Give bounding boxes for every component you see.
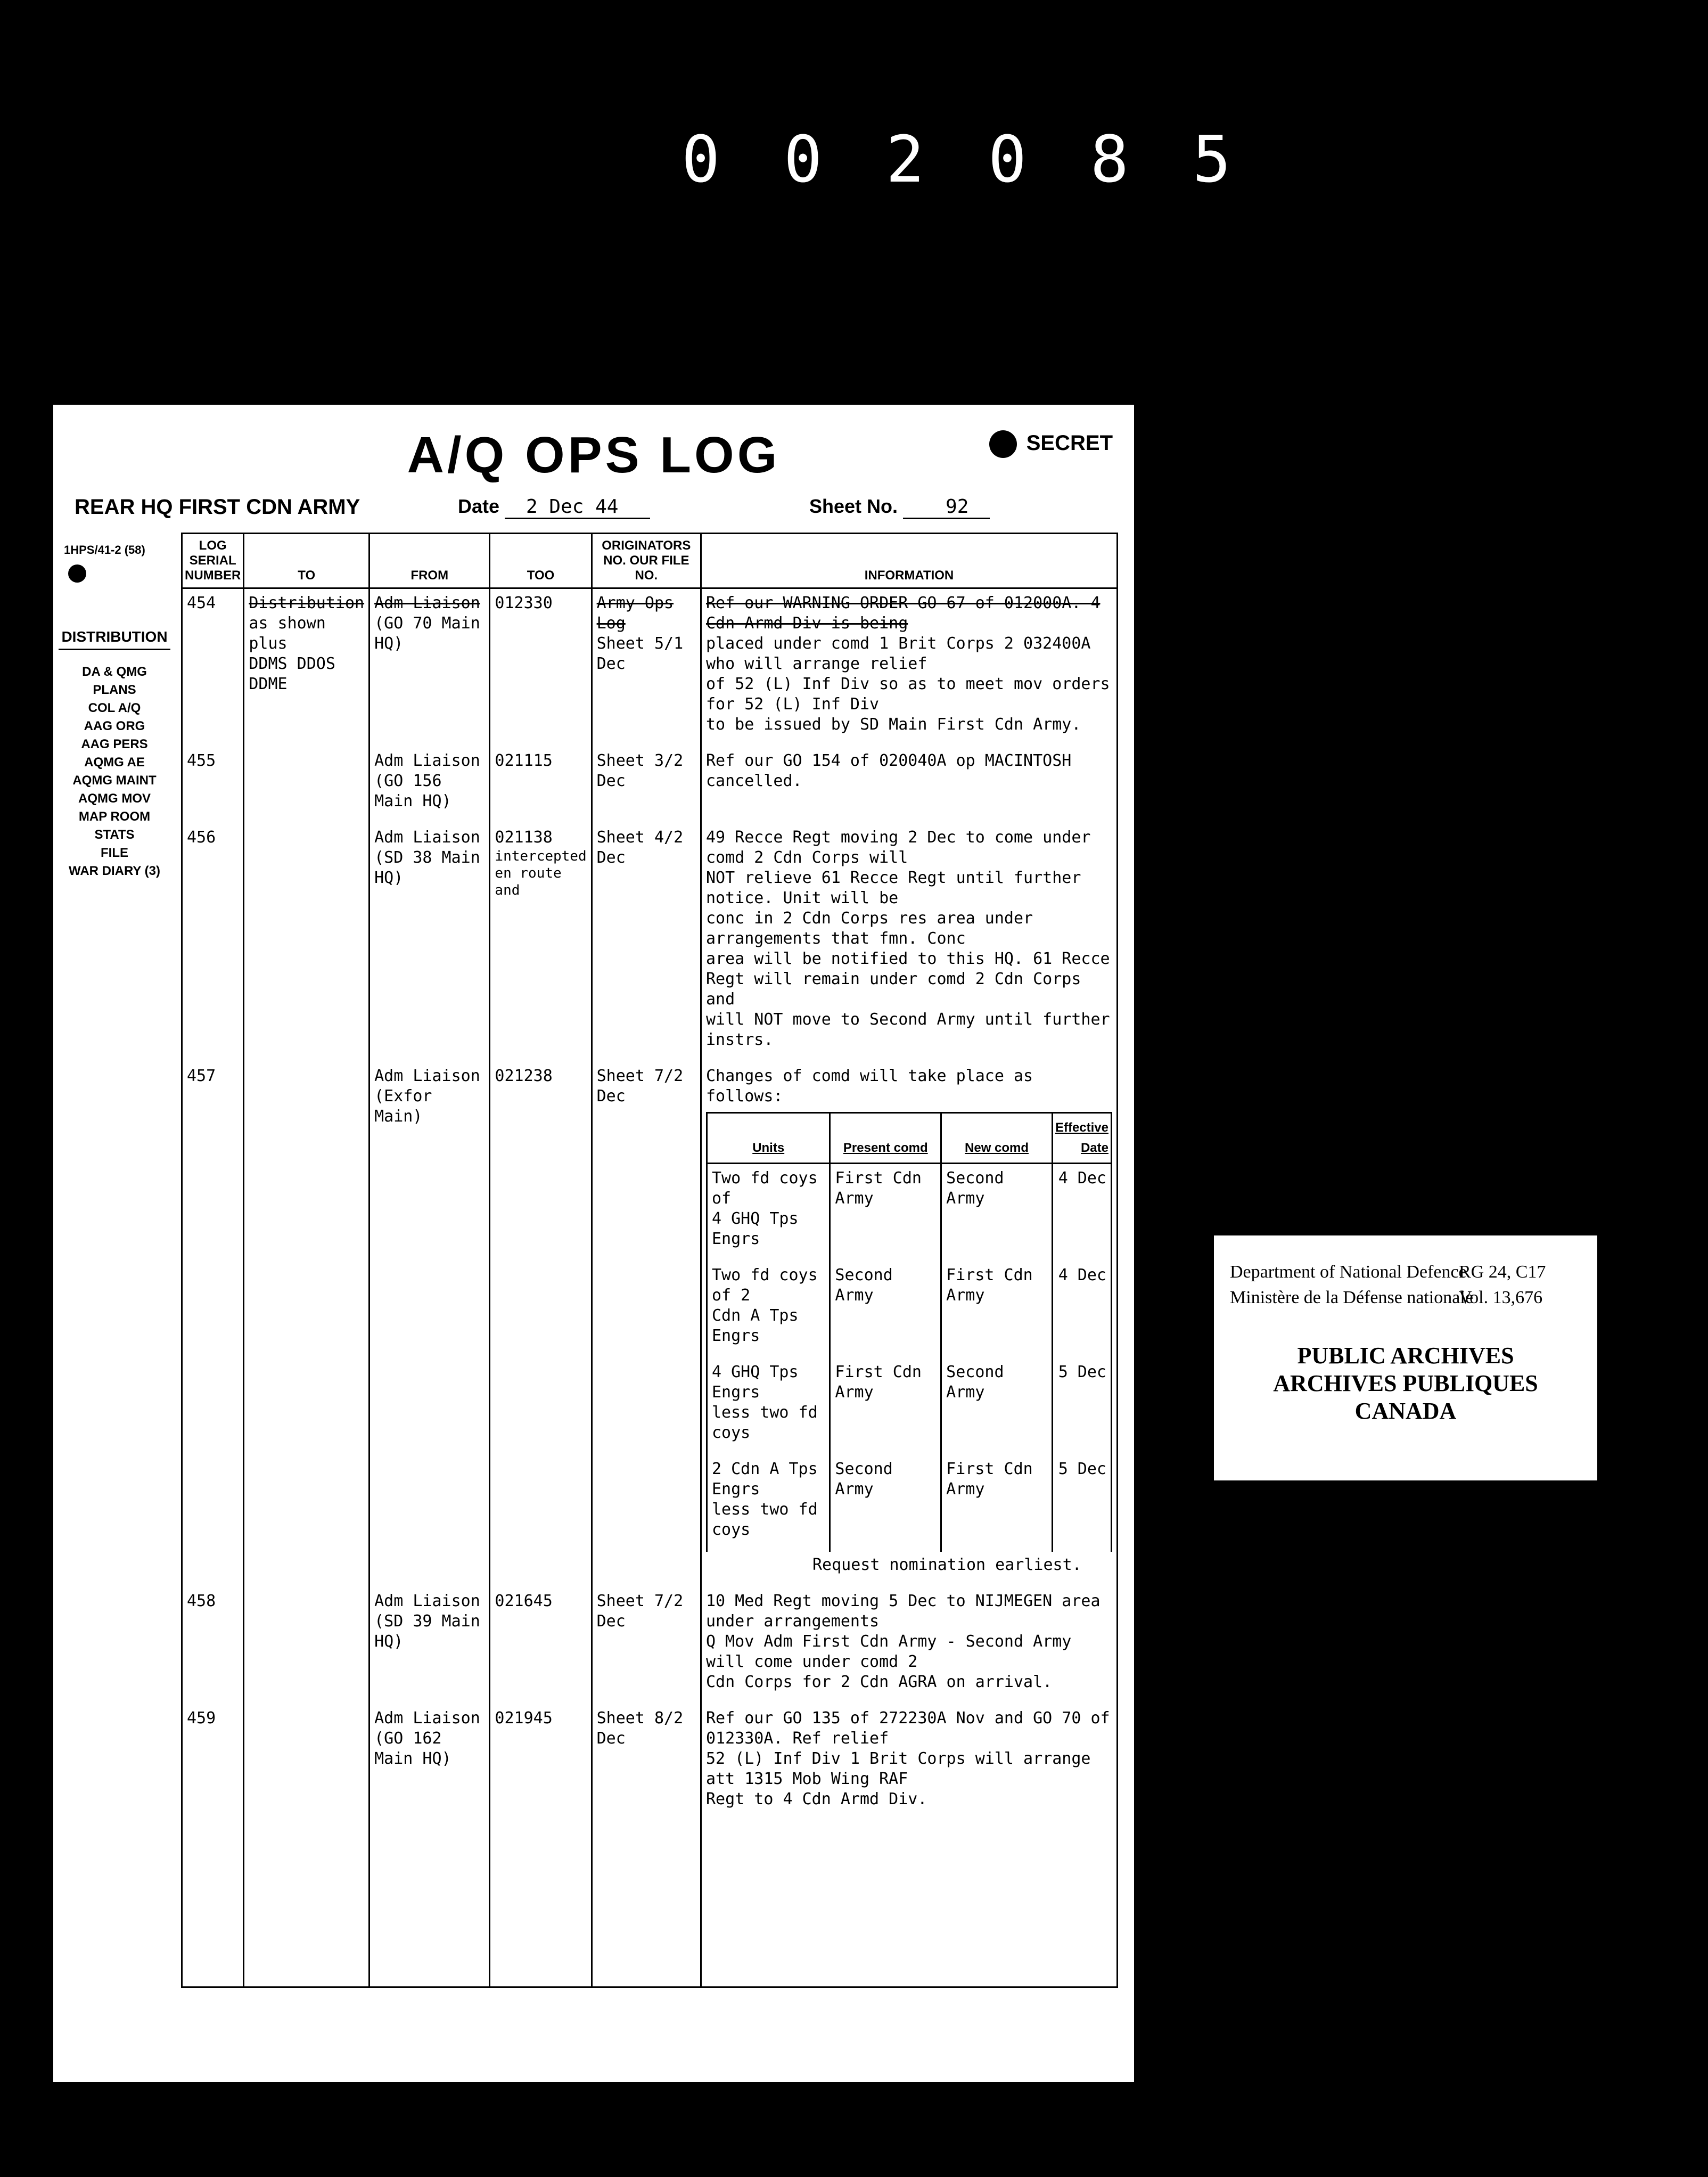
originator-cell: Sheet 4/2 Dec	[592, 823, 701, 1062]
information-line: to be issued by SD Main First Cdn Army.	[706, 715, 1081, 734]
from-cell	[369, 1587, 490, 1704]
to-cell	[244, 1587, 369, 1704]
from-line: Adm Liaison	[374, 828, 480, 847]
archive-stamp-card	[1214, 1235, 1597, 1480]
from-cell	[369, 1704, 490, 1987]
too-cell	[490, 823, 592, 1062]
from-line: Adm Liaison	[374, 751, 480, 770]
unit-cell	[707, 1261, 830, 1358]
information-line: 52 (L) Inf Div 1 Brit Corps will arrange att 1315 Mob Wing RAF	[706, 1749, 1091, 1788]
information-line: 10 Med Regt moving 5 Dec to NIJMEGEN area under arrangements	[706, 1592, 1101, 1631]
from-line: Adm Liaison	[374, 594, 480, 612]
unit-line: Two fd coys of 2	[712, 1266, 818, 1305]
record-group: RG 24, C17	[1459, 1262, 1546, 1282]
information-line: conc in 2 Cdn Corps res area under arrangements that fmn. Conc	[706, 909, 1033, 948]
to-cell	[244, 1062, 369, 1587]
new-comd-cell: Second Army	[941, 1164, 1053, 1262]
archive-digit: 5	[1192, 122, 1235, 197]
distribution-item: DA & QMG	[82, 665, 147, 679]
from-line: (SD 39 Main HQ)	[374, 1612, 480, 1651]
serial-cell: 459	[182, 1704, 244, 1987]
distribution-item: STATS	[94, 828, 135, 842]
originator-cell: Sheet 7/2 Dec	[592, 1062, 701, 1587]
to-line: Distribution	[249, 594, 365, 612]
information-cell	[701, 1062, 1118, 1587]
information-cell	[701, 823, 1118, 1062]
date-value: 2 Dec 44	[505, 496, 650, 519]
too-cell: 021238	[490, 1062, 592, 1587]
archive-digit: 0	[783, 122, 827, 197]
archive-digit: 8	[1090, 122, 1133, 197]
to-line: as shown plus	[249, 614, 326, 653]
col-effective-date	[1052, 1113, 1111, 1164]
command-changes-table	[706, 1112, 1112, 1552]
originator-line: Army Ops Log	[596, 594, 674, 633]
table-header-row	[182, 534, 1118, 588]
table-row	[182, 747, 1118, 823]
too-cell: 012330	[490, 588, 592, 747]
distribution-item: AQMG MAINT	[72, 773, 157, 788]
unit-name: REAR HQ FIRST CDN ARMY	[75, 495, 360, 519]
information-line: area will be notified to this HQ. 61 Recce Regt will remain under comd 2 Cdn Corps and	[706, 950, 1110, 1009]
information-line: Request nomination earliest.	[812, 1556, 1082, 1574]
from-cell	[369, 823, 490, 1062]
new-comd-cell: First Cdn Army	[941, 1261, 1053, 1358]
originator-cell	[592, 588, 701, 747]
information-line: Changes of comd will take place as follows:	[706, 1067, 1033, 1106]
unit-line: 4 GHQ Tps Engrs	[712, 1209, 799, 1248]
distribution-item: PLANS	[93, 683, 136, 697]
archive-digit: 2	[885, 122, 929, 197]
unit-line: 4 GHQ Tps Engrs	[712, 1363, 799, 1402]
information-line: will NOT move to Second Army until further instrs.	[706, 1010, 1110, 1049]
from-cell	[369, 588, 490, 747]
to-cell	[244, 747, 369, 823]
distribution-item: AQMG AE	[84, 755, 145, 770]
from-line: (SD 38 Main HQ)	[374, 848, 480, 887]
dept-french: Ministère de la Défense nationale	[1230, 1288, 1473, 1307]
punch-hole-icon	[68, 564, 86, 583]
archive-digit: 0	[681, 122, 725, 197]
distribution-title: DISTRIBUTION	[59, 628, 170, 650]
archive-digit: 0	[988, 122, 1031, 197]
new-comd-cell: First Cdn Army	[941, 1455, 1053, 1552]
serial-cell: 454	[182, 588, 244, 747]
punch-hole-icon	[989, 430, 1017, 458]
ops-log-table	[181, 533, 1118, 1988]
unit-line: Cdn A Tps Engrs	[712, 1306, 799, 1345]
effective-date-cell: 5 Dec	[1052, 1455, 1111, 1552]
to-cell	[244, 1704, 369, 1987]
distribution-item: FILE	[101, 846, 128, 860]
too-cell: 021645	[490, 1587, 592, 1704]
log-sheet	[53, 405, 1134, 2082]
public-archives-stamp	[1214, 1342, 1597, 1425]
classification-label: SECRET	[1026, 431, 1113, 455]
serial-cell: 455	[182, 747, 244, 823]
table-row	[182, 1704, 1118, 1987]
information-cell	[701, 588, 1118, 747]
too-cell: 021945	[490, 1704, 592, 1987]
information-line: placed under comd 1 Brit Corps 2 032400A who will arrange relief	[706, 634, 1091, 673]
dept-english: Department of National Defence	[1230, 1262, 1467, 1282]
form-code: 1HPS/41-2 (58)	[64, 543, 145, 556]
serial-cell: 458	[182, 1587, 244, 1704]
information-cell	[701, 1704, 1118, 1987]
too-cell: 021115	[490, 747, 592, 823]
table-row	[182, 1587, 1118, 1704]
stamp-line: ARCHIVES PUBLIQUES	[1273, 1370, 1538, 1396]
effective-date-cell: 4 Dec	[1052, 1261, 1111, 1358]
effective-date-cell: 4 Dec	[1052, 1164, 1111, 1262]
sheet-number-field	[809, 495, 990, 518]
command-row	[707, 1455, 1112, 1552]
command-row	[707, 1164, 1112, 1262]
command-row	[707, 1358, 1112, 1455]
col-serial: LOG SERIAL NUMBER	[182, 534, 244, 588]
new-comd-cell: Second Army	[941, 1358, 1053, 1455]
effective-date-cell: 5 Dec	[1052, 1358, 1111, 1455]
col-from: FROM	[369, 534, 490, 588]
information-cell: Ref our GO 154 of 020040A op MACINTOSH cancelled.	[701, 747, 1118, 823]
col-present-comd: Present comd	[830, 1113, 941, 1164]
from-line: Adm Liaison	[374, 1592, 480, 1610]
from-cell	[369, 747, 490, 823]
to-cell	[244, 823, 369, 1062]
col-new-comd: New comd	[941, 1113, 1053, 1164]
command-row	[707, 1261, 1112, 1358]
sheet-value: 92	[903, 496, 990, 519]
information-cell	[701, 1587, 1118, 1704]
date-label: Date	[1080, 1141, 1108, 1155]
date-field	[458, 495, 650, 518]
col-to: TO	[244, 534, 369, 588]
information-line: 49 Recce Regt moving 2 Dec to come under comd 2 Cdn Corps will	[706, 828, 1091, 867]
unit-line: less two fd coys	[712, 1403, 818, 1442]
serial-cell: 457	[182, 1062, 244, 1587]
volume-number: Vol. 13,676	[1459, 1288, 1543, 1307]
archive-number	[681, 122, 1235, 197]
information-line: NOT relieve 61 Recce Regt until further notice. Unit will be	[706, 869, 1081, 907]
present-comd-cell: Second Army	[830, 1455, 941, 1552]
to-cell	[244, 588, 369, 747]
distribution-list	[59, 628, 170, 880]
command-header-row	[707, 1113, 1112, 1164]
information-line: of 52 (L) Inf Div so as to meet mov orders for 52 (L) Inf Div	[706, 675, 1110, 714]
information-line: Ref our WARNING ORDER GO 67 of 012000A. 4 Cdn Armd Div is being	[706, 594, 1101, 633]
to-line: DDMS DDOS DDME	[249, 654, 335, 693]
unit-cell	[707, 1164, 830, 1262]
col-units: Units	[707, 1113, 830, 1164]
stamp-line: CANADA	[1354, 1398, 1457, 1424]
present-comd-cell: First Cdn Army	[830, 1164, 941, 1262]
distribution-item: AAG PERS	[81, 737, 148, 751]
distribution-item: AAG ORG	[84, 719, 145, 733]
unit-line: less two fd coys	[712, 1500, 818, 1539]
distribution-item: MAP ROOM	[78, 809, 151, 824]
distribution-item: COL A/Q	[88, 701, 141, 715]
distribution-item: WAR DIARY (3)	[68, 864, 160, 878]
unit-line: 2 Cdn A Tps Engrs	[712, 1460, 818, 1499]
from-line: (Exfor Main)	[374, 1087, 432, 1126]
unit-cell	[707, 1455, 830, 1552]
margin-note: intercepted en route and	[495, 848, 587, 898]
present-comd-cell: First Cdn Army	[830, 1358, 941, 1455]
table-row	[182, 588, 1118, 747]
information-line: Q Mov Adm First Cdn Army - Second Army will come under comd 2	[706, 1632, 1072, 1671]
unit-cell	[707, 1358, 830, 1455]
distribution-item: AQMG MOV	[78, 791, 151, 806]
col-information: INFORMATION	[701, 534, 1118, 588]
originator-line: Sheet 5/1 Dec	[596, 634, 684, 673]
unit-line: Two fd coys of	[712, 1169, 818, 1208]
originator-cell: Sheet 3/2 Dec	[592, 747, 701, 823]
information-line: Cdn Corps for 2 Cdn AGRA on arrival.	[706, 1673, 1053, 1691]
information-line: Regt to 4 Cdn Armd Div.	[706, 1790, 927, 1808]
stamp-line: PUBLIC ARCHIVES	[1297, 1343, 1514, 1369]
col-too: TOO	[490, 534, 592, 588]
date-label: Date	[458, 495, 500, 517]
from-line: (GO 70 Main HQ)	[374, 614, 480, 653]
sheet-label: Sheet No.	[809, 495, 898, 517]
from-cell	[369, 1062, 490, 1587]
page-title: A/Q OPS LOG	[407, 427, 781, 484]
serial-cell: 456	[182, 823, 244, 1062]
from-line: Adm Liaison	[374, 1067, 480, 1085]
from-line: (GO 156 Main HQ)	[374, 772, 451, 811]
originator-cell: Sheet 7/2 Dec	[592, 1587, 701, 1704]
table-row	[182, 823, 1118, 1062]
originator-cell: Sheet 8/2 Dec	[592, 1704, 701, 1987]
effective-label: Effective	[1055, 1120, 1108, 1135]
present-comd-cell: Second Army	[830, 1261, 941, 1358]
too-value: 021138	[495, 828, 553, 847]
table-row	[182, 1062, 1118, 1587]
from-line: (GO 162 Main HQ)	[374, 1729, 451, 1768]
from-line: Adm Liaison	[374, 1709, 480, 1728]
information-line: Ref our GO 135 of 272230A Nov and GO 70 of 012330A. Ref relief	[706, 1709, 1110, 1748]
col-originators: ORIGINATORS NO. OUR FILE NO.	[592, 534, 701, 588]
